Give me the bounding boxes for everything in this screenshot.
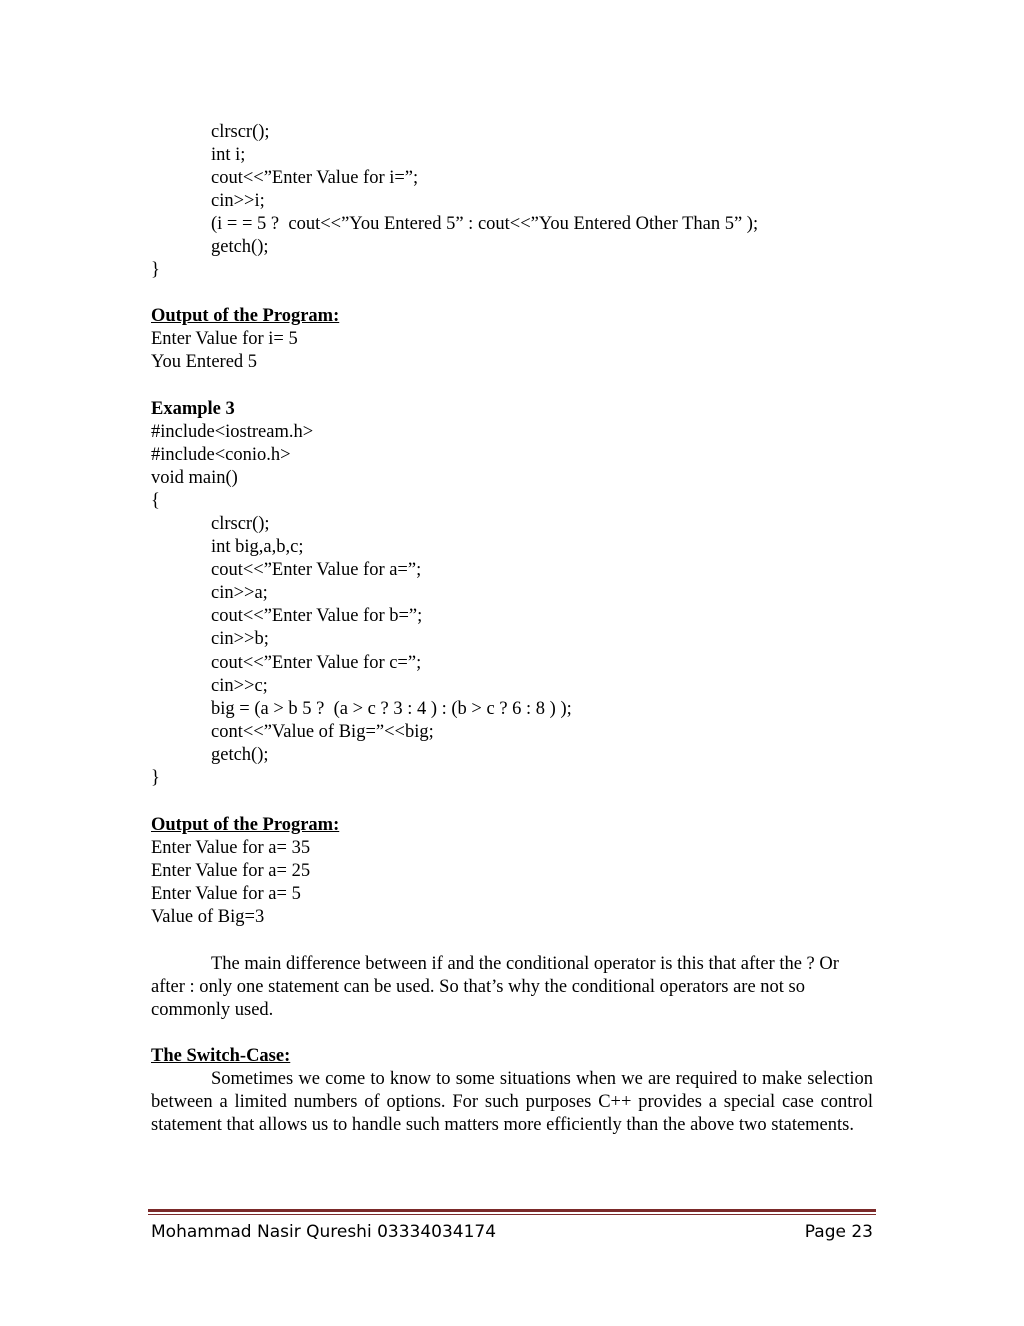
switch-case-paragraph bbox=[151, 1068, 873, 1137]
code-line: (i = = 5 ? cout<<”You Entered 5” : cout<<”You Entered Other Than 5” ); bbox=[211, 214, 759, 234]
code-line: getch(); bbox=[211, 237, 269, 257]
code-open-brace: { bbox=[151, 491, 160, 511]
code-line: cin>>a; bbox=[211, 583, 268, 603]
code-close-brace: } bbox=[151, 768, 160, 788]
code-line: cin>>b; bbox=[211, 629, 269, 649]
output-line: Enter Value for i= 5 bbox=[151, 329, 298, 349]
code-line: #include<iostream.h> bbox=[151, 422, 314, 442]
footer-page-number: Page 23 bbox=[804, 1222, 873, 1242]
code-line: cout<<”Enter Value for b=”; bbox=[211, 606, 423, 626]
footer-rule bbox=[148, 1209, 876, 1212]
switch-case-text: Sometimes we come to know to some situations when we are required to make selection between a limited numbers of options. For such purposes C++ provides a special case control statement that allows us to handle such matters more efficiently than the above two statements. bbox=[151, 1069, 873, 1135]
code-line: cout<<”Enter Value for a=”; bbox=[211, 560, 422, 580]
code-line: big = (a > b 5 ? (a > c ? 3 : 4 ) : (b > c ? 6 : 8 ) ); bbox=[211, 699, 572, 719]
section-heading: The Switch-Case: bbox=[151, 1046, 291, 1066]
code-line: getch(); bbox=[211, 745, 269, 765]
output-heading: Output of the Program: bbox=[151, 306, 340, 326]
difference-paragraph bbox=[151, 953, 873, 1022]
code-line: int big,a,b,c; bbox=[211, 537, 304, 557]
output-line: You Entered 5 bbox=[151, 352, 258, 372]
code-line: cout<<”Enter Value for c=”; bbox=[211, 653, 422, 673]
output-line: Enter Value for a= 25 bbox=[151, 861, 311, 881]
code-line: void main() bbox=[151, 468, 238, 488]
example-heading: Example 3 bbox=[151, 399, 235, 419]
code-line: #include<conio.h> bbox=[151, 445, 291, 465]
code-line: cont<<”Value of Big=”<<big; bbox=[211, 722, 434, 742]
code-line: cin>>i; bbox=[211, 191, 265, 211]
difference-text: The main difference between if and the conditional operator is this that after the ? Or after : only one statement can be used. So that’s why the conditional operators are not so commonly used. bbox=[151, 954, 839, 1020]
code-line: clrscr(); bbox=[211, 122, 270, 142]
output-heading: Output of the Program: bbox=[151, 815, 340, 835]
code-line: int i; bbox=[211, 145, 246, 165]
code-line: cout<<”Enter Value for i=”; bbox=[211, 168, 419, 188]
code-close-brace: } bbox=[151, 260, 160, 280]
footer-author: Mohammad Nasir Qureshi 03334034174 bbox=[151, 1222, 497, 1242]
footer-rule-thin bbox=[148, 1214, 876, 1215]
output-line: Enter Value for a= 5 bbox=[151, 884, 301, 904]
code-line: cin>>c; bbox=[211, 676, 268, 696]
code-line: clrscr(); bbox=[211, 514, 270, 534]
output-line: Value of Big=3 bbox=[151, 907, 265, 927]
output-line: Enter Value for a= 35 bbox=[151, 838, 311, 858]
